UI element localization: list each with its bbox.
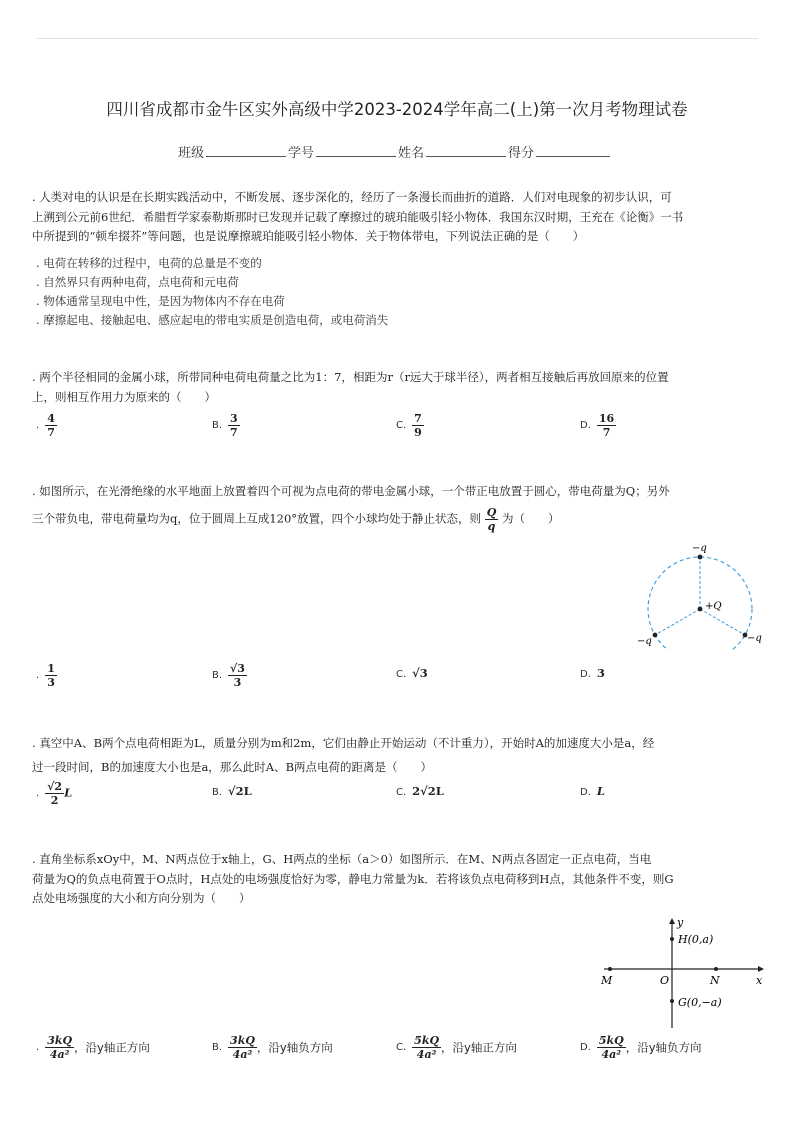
- y-axis-arrow: [669, 918, 675, 924]
- x-axis-label: x: [756, 974, 763, 987]
- fraction: $\frac{3}{7}$: [230, 412, 238, 439]
- left-charge: [653, 633, 658, 638]
- left-charge-label: −q: [637, 636, 652, 647]
- question-4: [32, 734, 654, 777]
- class-blank[interactable]: [206, 144, 286, 157]
- q2-option-d[interactable]: D. $\frac{16}{7}$: [580, 412, 615, 439]
- question-2-line-1: . 两个半径相同的金属小球，所带同种电荷电荷量之比为1：7，相距为r（r远大于球半径），两者相互接触后再放回原来的位置: [32, 370, 669, 384]
- question-4-line-1: . 真空中A、B两个点电荷相距为L，质量分别为m和2m，它们由静止开始运动（不计重力），开始时A的加速度大小是a，经: [32, 736, 655, 750]
- n-label: N: [710, 974, 720, 987]
- right-charge-label: −q: [747, 633, 762, 644]
- fraction: $\frac{1}{3}$: [47, 662, 55, 689]
- option-a[interactable]: . 电荷在转移的过程中，电荷的总量是不变的: [36, 256, 262, 270]
- question-1: [32, 188, 683, 247]
- option-d[interactable]: . 摩擦起电、接触起电、感应起电的带电实质是创造电荷，或电荷消失: [36, 313, 389, 327]
- fraction: $\frac{7}{9}$: [414, 412, 422, 439]
- fraction: $\frac{5kQ}{\text{4a²}}$: [598, 1034, 624, 1061]
- fraction: $\frac{√2}{2}$: [47, 780, 63, 807]
- q4-option-b[interactable]: B. √2L: [212, 784, 252, 798]
- student-info-row: [178, 142, 612, 161]
- fraction: $\frac{5kQ}{\text{4a²}}$: [414, 1034, 440, 1061]
- question-2-line-2: 上，则相互作用力为原来的（ ）: [32, 389, 216, 404]
- q2-option-a[interactable]: . $\frac{4}{7}$: [36, 412, 55, 439]
- question-1-options: [36, 254, 388, 330]
- question-2: [32, 368, 669, 407]
- g-label: G(0,−a): [678, 996, 722, 1009]
- question-1-line-2: 上溯到公元前6世纪．希腊哲学家泰勒斯那时已发现并记载了摩擦过的琥珀能吸引轻小物体．我国东汉时期，王充在《论衡》一书: [32, 209, 684, 224]
- q2-option-b[interactable]: B. $\frac{3}{7}$: [212, 412, 238, 439]
- q3-option-d[interactable]: D. 3: [580, 666, 605, 680]
- top-charge-label: −q: [692, 543, 707, 554]
- question-3-line-2: 三个带负电，带电荷量均为q，位于圆周上互成120°放置，四个小球均处于静止状态，则 $\frac{Q}{q}$ 为（ ）: [32, 505, 560, 533]
- x-axis-arrow: [758, 966, 764, 972]
- q-over-q-fraction: $\frac{Q}{q}$: [486, 505, 497, 533]
- question-5-line-2: 荷量为Q的负点电荷置于O点时，H点处的电场强度恰好为零，静电力常量为k．若将该负点电荷移到H点，其他条件不变，则G: [32, 871, 674, 886]
- name-label: 姓名: [398, 146, 425, 161]
- q5-option-a[interactable]: . $\frac{3kQ}{\text{4a²}}$ ，沿y轴正方向: [36, 1034, 150, 1061]
- question-3: [32, 482, 670, 533]
- score-label: 得分: [508, 146, 535, 161]
- charge-circle-figure: [630, 538, 794, 650]
- q4-option-c[interactable]: C. 2√2L: [396, 784, 444, 798]
- fraction: $\frac{16}{7}$: [598, 412, 615, 439]
- q5-option-d[interactable]: D. $\frac{5kQ}{\text{4a²}}$ ，沿y轴负方向: [580, 1034, 702, 1061]
- fraction: $\frac{√3}{3}$: [230, 662, 245, 689]
- point-h: [670, 937, 674, 941]
- radius-left: [655, 609, 700, 635]
- point-m: [608, 967, 612, 971]
- question-5-line-3: 点处电场强度的大小和方向分别为（ ）: [32, 891, 251, 905]
- q5-option-c[interactable]: C. $\frac{5kQ}{\text{4a²}}$ ，沿y轴正方向: [396, 1034, 517, 1061]
- class-label: 班级: [178, 146, 205, 161]
- question-3-line-1: . 如图所示，在光滑绝缘的水平地面上放置着四个可视为点电荷的带电金属小球，一个带正电放置于圆心，带电荷量为Q；另外: [32, 484, 670, 498]
- question-5-line-1: . 直角坐标系xOy中，M、N两点位于x轴上，G、H两点的坐标（a＞0）如图所示．在M、N两点各固定一正点电荷，当电: [32, 852, 652, 866]
- exam-title: 四川省成都市金牛区实外高级中学2023-2024学年高二(上)第一次月考物理试卷: [106, 100, 688, 119]
- point-n: [714, 967, 718, 971]
- question-4-line-2: 过一段时间，B的加速度大小也是a，那么此时A、B两点电荷的距离是（ ）: [32, 759, 433, 774]
- radius-right: [700, 609, 745, 635]
- fraction: $\frac{4}{7}$: [47, 412, 55, 439]
- name-blank[interactable]: [426, 144, 506, 157]
- m-label: M: [601, 974, 613, 987]
- score-blank[interactable]: [536, 144, 610, 157]
- option-c[interactable]: . 物体通常呈现电中性，是因为物体内不存在电荷: [36, 294, 285, 308]
- q3-option-b[interactable]: B. $\frac{√3}{3}$: [212, 662, 245, 689]
- question-5: [32, 850, 674, 909]
- fraction: $\frac{3kQ}{\text{4a²}}$: [47, 1034, 73, 1061]
- question-1-line-1: . 人类对电的认识是在长期实践活动中，不断发展、逐步深化的，经历了一条漫长而曲折的道路．人们对电现象的初步认识，可: [32, 190, 672, 204]
- coordinate-figure: [596, 914, 794, 1032]
- q4-option-d[interactable]: D. L: [580, 784, 605, 798]
- question-1-line-3: 中所提到的“顿牟掇芥”等问题，也是说摩擦琥珀能吸引轻小物体．关于物体带电，下列说法正确的是（ ）: [32, 229, 585, 243]
- number-blank[interactable]: [316, 144, 396, 157]
- q3-option-a[interactable]: . $\frac{1}{3}$: [36, 662, 55, 689]
- center-charge: [698, 607, 703, 612]
- top-charge: [698, 555, 703, 560]
- q4-option-a[interactable]: . $\frac{√2}{2}$ L: [36, 780, 73, 807]
- q2-option-c[interactable]: C. $\frac{7}{9}$: [396, 412, 422, 439]
- point-g: [670, 999, 674, 1003]
- q5-option-b[interactable]: B. $\frac{3kQ}{\text{4a²}}$ ，沿y轴负方向: [212, 1034, 333, 1061]
- q3-option-c[interactable]: C. √3: [396, 666, 428, 680]
- h-label: H(0,a): [678, 933, 714, 946]
- center-charge-label: +Q: [705, 601, 722, 612]
- fraction: $\frac{3kQ}{\text{4a²}}$: [230, 1034, 255, 1061]
- o-label: O: [660, 974, 670, 987]
- number-label: 学号: [288, 146, 315, 161]
- top-divider: [36, 38, 758, 39]
- option-b[interactable]: . 自然界只有两种电荷，点电荷和元电荷: [36, 275, 239, 289]
- y-axis-label: y: [677, 916, 684, 929]
